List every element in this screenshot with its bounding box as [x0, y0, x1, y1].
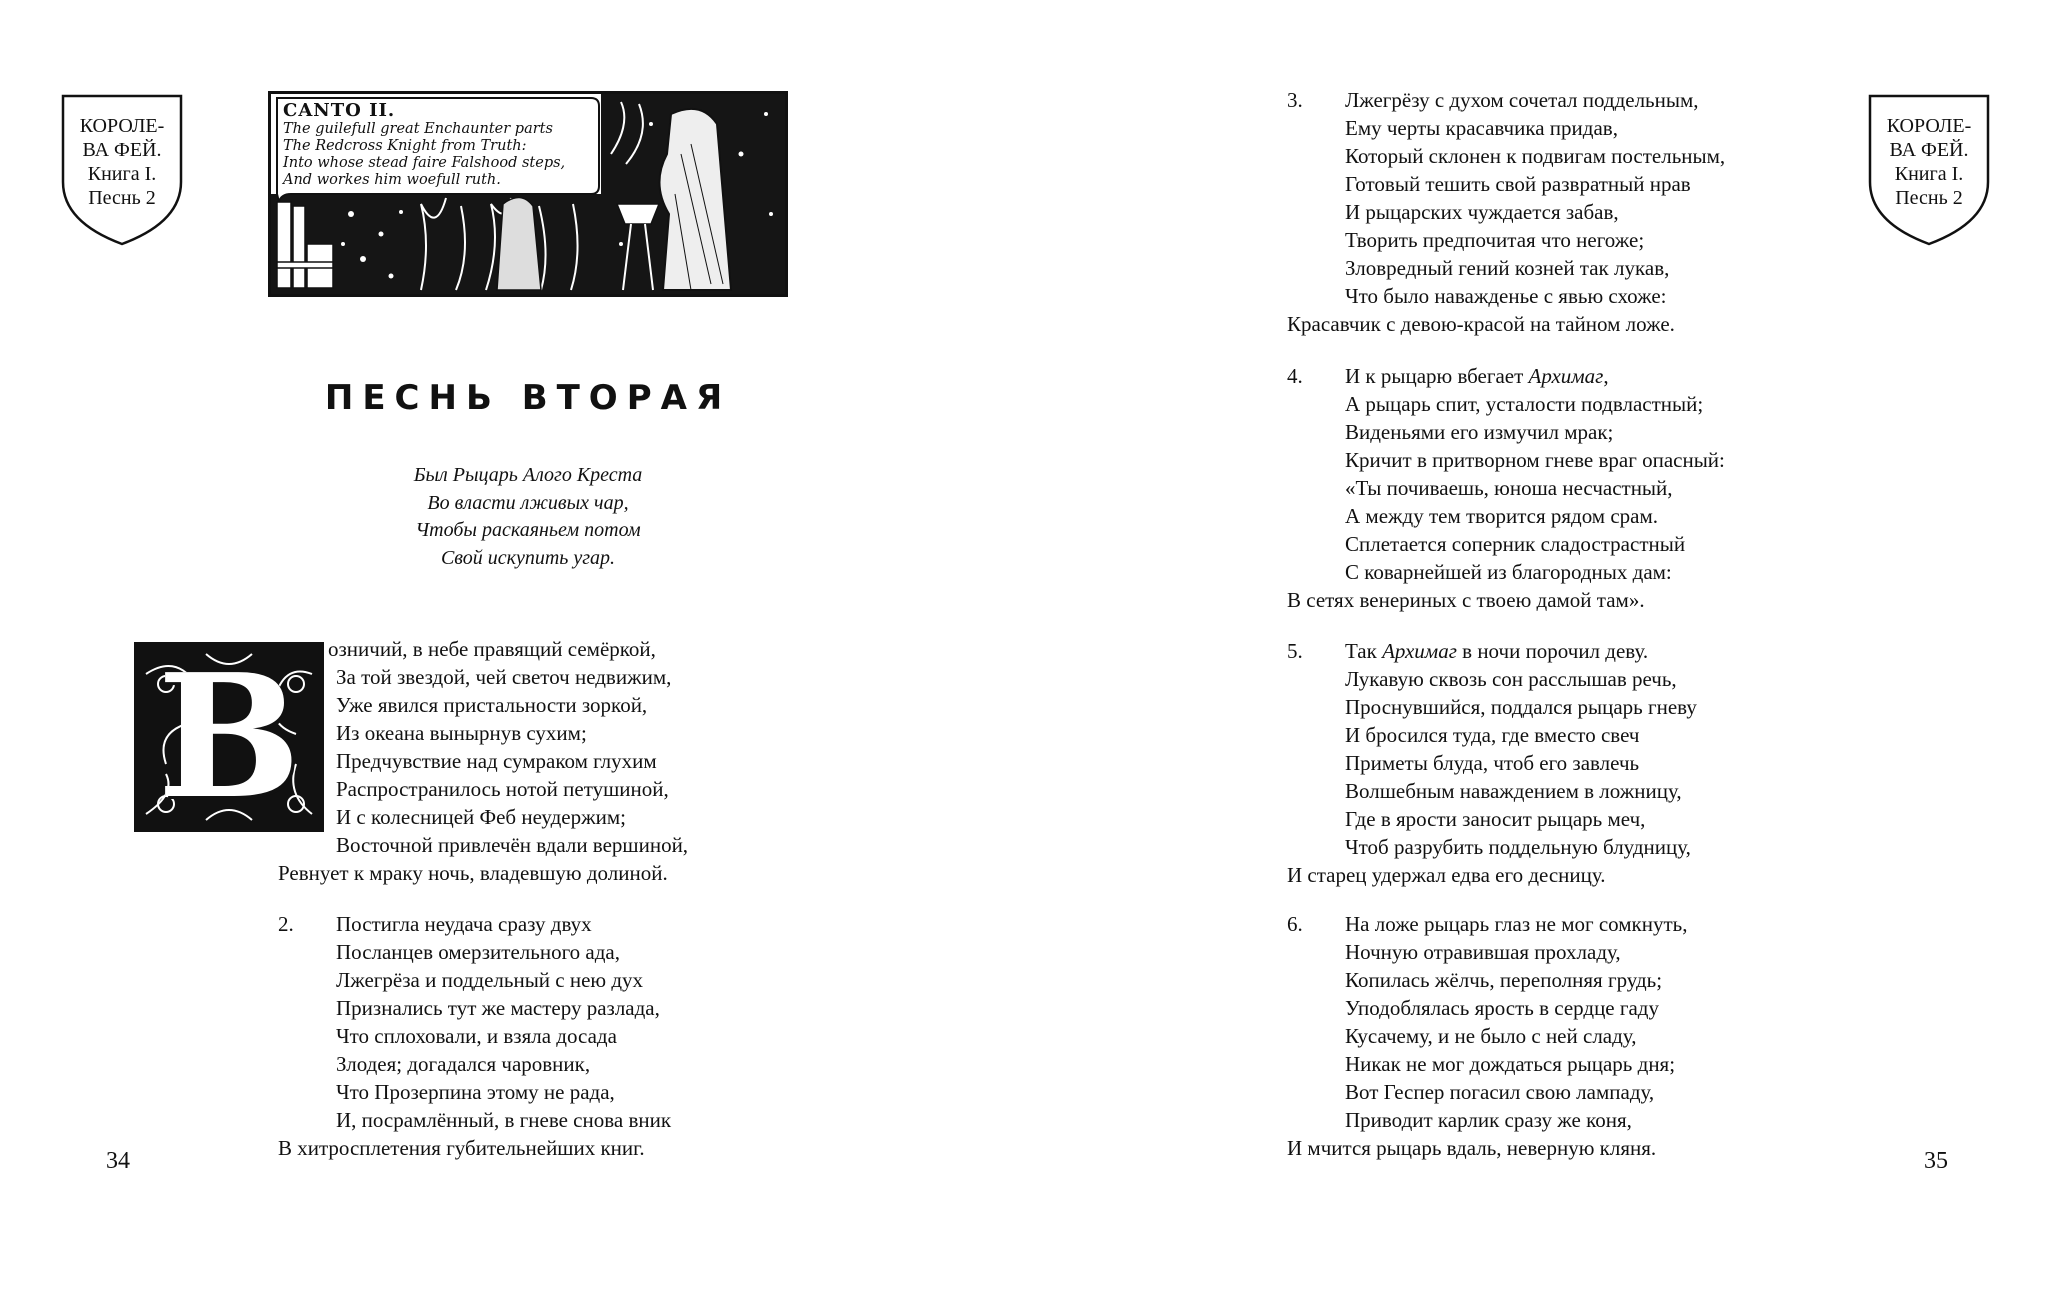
badge-line: Книга I. [87, 163, 157, 185]
page-number: 35 [1924, 1148, 1948, 1174]
verse-line: Творить предпочитая что негоже; [1345, 228, 1645, 252]
verse-line: И, посрамлённый, в гневе снова вник [336, 1108, 672, 1132]
verse-line: Проснувшийся, поддался рыцарь гневу [1345, 695, 1697, 719]
verse-line: И старец удержал едва его десницу. [1287, 863, 1606, 887]
chapter-badge-text [67, 114, 177, 210]
verse-line: озничий, в небе правящий семёркой, [328, 637, 656, 661]
verse-line: И мчится рыцарь вдаль, неверную кляня. [1287, 1136, 1657, 1160]
canto-heading: CANTO II. [283, 100, 396, 121]
verse-line: Кусачему, и не было с ней сладу, [1345, 1024, 1637, 1048]
verse-line: Злодея; догадался чаровник, [336, 1052, 591, 1076]
canto-line: And workes him woefull ruth. [283, 172, 501, 188]
verse-line: Виденьями его измучил мрак; [1345, 420, 1614, 444]
verse-line: Который склонен к подвигам постельным, [1345, 144, 1726, 168]
verse-text: в ночи порочил деву. [1456, 639, 1649, 663]
badge-line: КОРОЛЕ- [79, 115, 165, 137]
verse-line: Чтоб разрубить поддельную блудницу, [1345, 835, 1691, 859]
chapter-badge-text [1874, 114, 1984, 210]
verse-line: На ложе рыцарь глаз не мог сомкнуть, [1345, 912, 1688, 936]
stanza-number: 6. [1287, 912, 1303, 936]
verse-line: Красавчик с девою-красой на тайном ложе. [1287, 312, 1675, 336]
verse-line: Ночную отравившая прохладу, [1345, 940, 1621, 964]
verse-line: Признались тут же мастеру разлада, [336, 996, 660, 1020]
verse-text: Так [1345, 639, 1383, 663]
verse-line: Волшебным наваждением в ложницу, [1345, 779, 1682, 803]
verse-line: Ему черты красавчика придав, [1345, 116, 1618, 140]
drop-cap [134, 637, 324, 837]
verse-line: За той звездой, чей светоч недвижим, [336, 665, 672, 689]
verse-line: Постигла неудача сразу двух [336, 912, 592, 936]
verse-line: Сплетается соперник сладострастный [1345, 532, 1686, 556]
chapter-badge [61, 94, 183, 246]
verse-line: Приводит карлик сразу же коня, [1345, 1108, 1632, 1132]
verse-line: Уподоблялась ярость в сердце гаду [1345, 996, 1659, 1020]
verse-line: Лукавую сквозь сон расслышав речь, [1345, 667, 1677, 691]
stanza-number: 5. [1287, 639, 1303, 663]
page-number: 34 [106, 1148, 130, 1174]
badge-line: ВА ФЕЙ. [82, 139, 162, 161]
verse-line: Копилась жёлчь, переполняя грудь; [1345, 968, 1663, 992]
verse-line: Посланцев омерзительного ада, [336, 940, 620, 964]
epigraph-line: Во власти лживых чар, [427, 491, 629, 514]
verse-line: И бросился туда, где вместо свеч [1345, 723, 1640, 747]
epigraph [268, 462, 788, 572]
verse-line: А между тем творится рядом срам. [1345, 504, 1659, 528]
verse-line: Готовый тешить свой развратный нрав [1345, 172, 1691, 196]
verse-line: В хитросплетения губительнейших книг. [278, 1136, 645, 1160]
page-title: ПЕСНЬ ВТОРАЯ [324, 378, 732, 418]
verse-line: А рыцарь спит, усталости подвластный; [1345, 392, 1704, 416]
verse-line: С коварнейшей из благородных дам: [1345, 560, 1672, 584]
canto-line: The guilefull great Enchaunter parts [283, 121, 553, 137]
verse-line: Никак не мог дождаться рыцарь дня; [1345, 1052, 1676, 1076]
badge-line: ВА ФЕЙ. [1889, 139, 1969, 161]
verse-line: «Ты почиваешь, юноша несчастный, [1345, 476, 1673, 500]
character-name: Архимаг [1382, 639, 1457, 663]
badge-line: Песнь 2 [88, 187, 156, 209]
verse-line: Что сплоховали, и взяла досада [336, 1024, 617, 1048]
canto-caption [283, 102, 593, 189]
verse-line: Восточной привлечён вдали вершиной, [336, 833, 689, 857]
stanza-number: 2. [278, 912, 294, 936]
verse-line: Уже явился пристальности зоркой, [336, 693, 648, 717]
verse-line: Что было наважденье с явью схоже: [1345, 284, 1667, 308]
verse-line: Что Прозерпина этому не рада, [336, 1080, 615, 1104]
verse-line: И с колесницей Феб неудержим; [336, 805, 626, 829]
verse-line: Где в ярости заносит рыцарь меч, [1345, 807, 1646, 831]
drop-cap-letter: В [157, 637, 301, 837]
canto-illustration [268, 91, 788, 297]
verse-line: Ревнует к мраку ночь, владевшую долиной. [278, 861, 668, 885]
badge-line: КОРОЛЕ- [1886, 115, 1972, 137]
epigraph-line: Был Рыцарь Алого Креста [413, 464, 643, 486]
verse-line [1345, 362, 1609, 390]
character-name: Архимаг [1528, 364, 1604, 388]
verse-line [1345, 637, 1648, 665]
verse-line: Лжегрёзу с духом сочетал поддельным, [1345, 88, 1699, 112]
verse-line: Из океана вынырнув сухим; [336, 721, 587, 745]
chapter-badge [1868, 94, 1990, 246]
verse-line: Распространилось нотой петушиной, [336, 777, 669, 801]
epigraph-line: Свой искупить угар. [440, 546, 616, 569]
verse-line: Кричит в притворном гневе враг опасный: [1345, 448, 1725, 472]
verse-line: Вот Геспер погасил свою лампаду, [1345, 1080, 1655, 1104]
verse-line: Лжегрёза и поддельный с нею дух [336, 968, 644, 992]
badge-line: Книга I. [1894, 163, 1964, 185]
verse-line: Приметы блуда, чтоб его завлечь [1345, 751, 1640, 775]
canto-line: The Redcross Knight from Truth: [283, 138, 527, 154]
verse-text: , [1603, 364, 1609, 388]
verse-line: В сетях венериных с твоею дамой там». [1287, 588, 1645, 612]
badge-line: Песнь 2 [1895, 187, 1963, 209]
canto-line: Into whose stead faire Falshood steps, [283, 155, 566, 171]
epigraph-line: Чтобы раскаяньем потом [415, 519, 641, 541]
verse-line: И рыцарских чуждается забав, [1345, 200, 1619, 224]
verse-text: И к рыцарю вбегает [1345, 364, 1529, 388]
verse-line: Предчувствие над сумраком глухим [336, 749, 657, 773]
verse-line: Зловредный гений козней так лукав, [1345, 256, 1670, 280]
right-page [1024, 0, 2048, 1295]
stanza-number: 3. [1287, 88, 1303, 112]
stanza-number: 4. [1287, 364, 1303, 388]
